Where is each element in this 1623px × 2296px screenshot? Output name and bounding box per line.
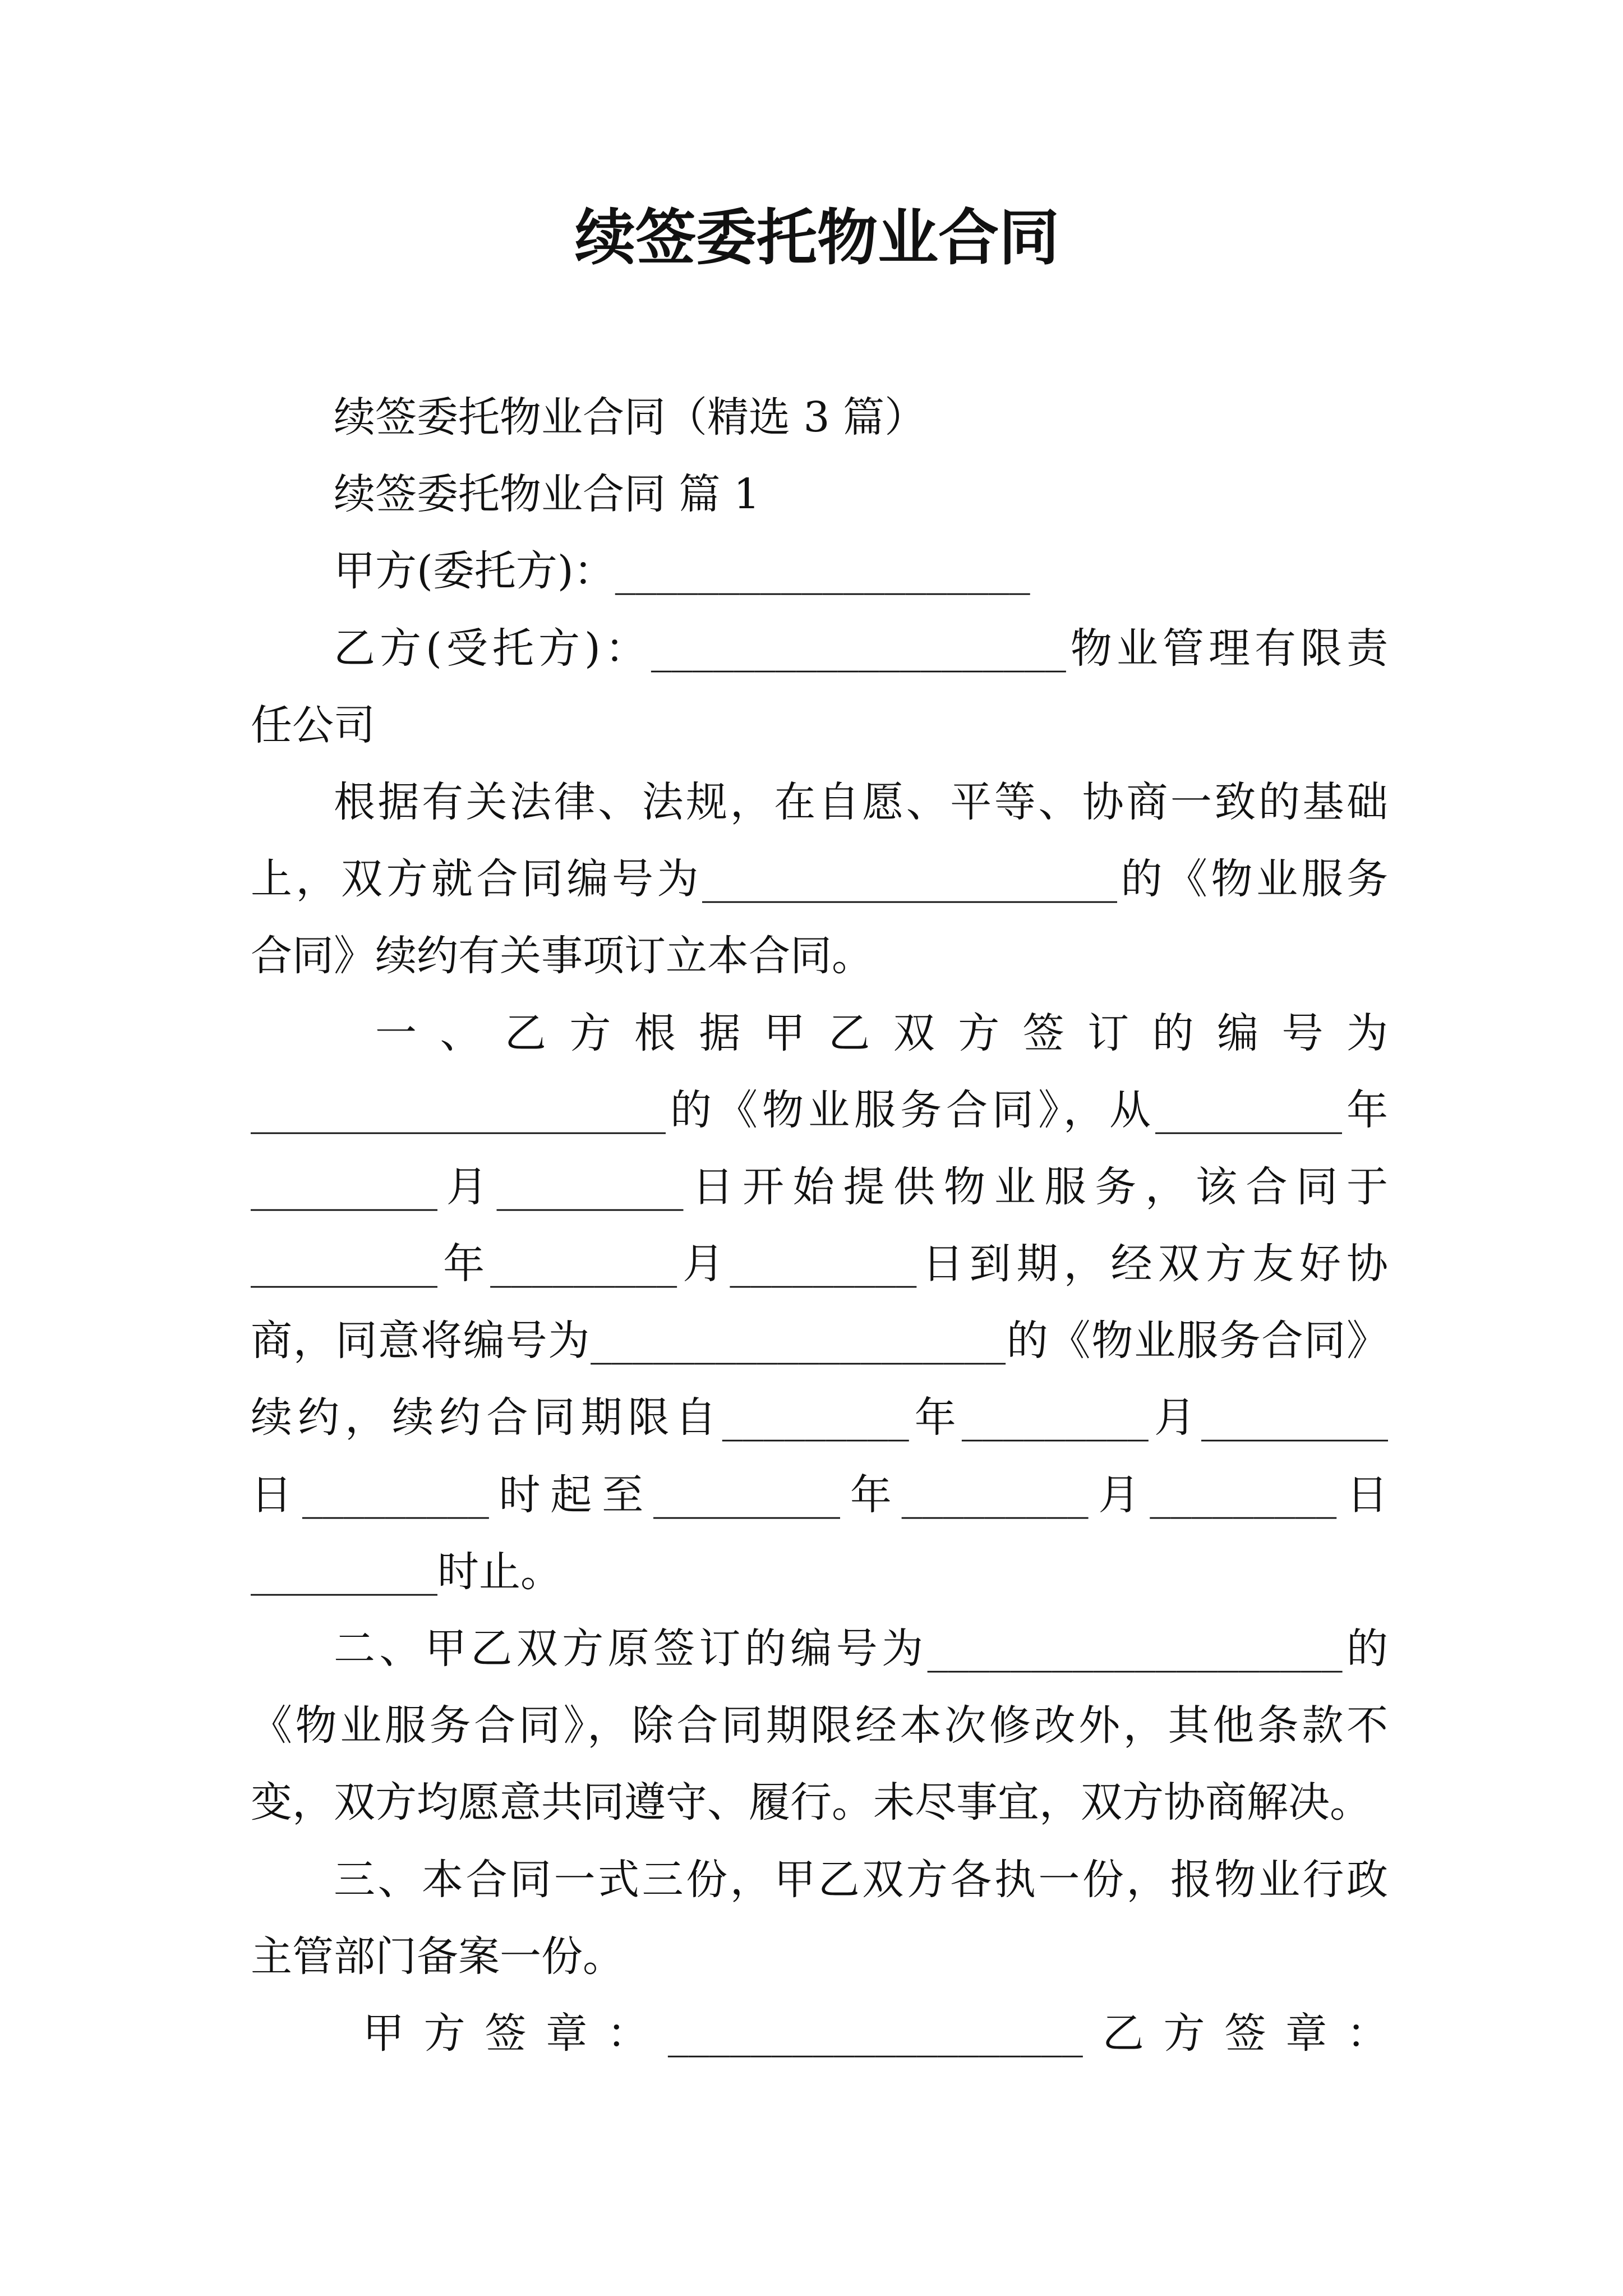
text-run: 甲方(委托方)： xyxy=(334,547,615,596)
text-line xyxy=(251,1995,1388,2072)
text-line xyxy=(251,1611,1388,1687)
text-line xyxy=(251,1687,1388,1764)
blank-underline: _________ xyxy=(722,1393,909,1442)
text-run: 的《物业服务合同》，从 xyxy=(666,1085,1155,1134)
text-line xyxy=(251,687,1388,764)
text-line xyxy=(251,1842,1388,1918)
text-run: 日到期，经双方友好协 xyxy=(916,1240,1389,1289)
blank-underline: _________ xyxy=(901,1470,1089,1519)
preamble-paragraph xyxy=(251,764,1388,995)
text-run: 年 xyxy=(437,1240,491,1289)
document-body xyxy=(251,379,1388,2072)
text-run: 乙方(受托方)： xyxy=(334,624,651,673)
text-line xyxy=(251,841,1388,918)
text-run: 续约，续约合同期限自 xyxy=(251,1393,722,1442)
blank-underline: _________ xyxy=(1201,1393,1389,1442)
text-run: 日 xyxy=(251,1470,302,1519)
text-line xyxy=(251,1149,1388,1226)
text-line xyxy=(251,1226,1388,1303)
text-run: 的《物业服务合同》 xyxy=(1006,1317,1389,1365)
blank-underline: _________ xyxy=(1155,1085,1342,1134)
text-line xyxy=(251,610,1388,687)
text-run: 商，同意将编号为 xyxy=(251,1317,591,1365)
text-run: 一、乙方根据甲乙双方签订的编号为 xyxy=(375,1009,1388,1057)
text-run: 的 xyxy=(1342,1625,1389,1673)
text-run: 根据有关法律、法规，在自愿、平等、协商一致的基础 xyxy=(334,777,1388,826)
text-run: 二、甲乙双方原签订的编号为 xyxy=(334,1625,928,1673)
blank-underline: ____________________ xyxy=(615,547,1030,596)
blank-underline: _________ xyxy=(302,1470,489,1519)
text-run: 任公司 xyxy=(251,701,375,749)
blank-underline: ____________________ xyxy=(651,624,1066,673)
blank-underline: _________ xyxy=(653,1470,841,1519)
text-run: 年 xyxy=(909,1393,962,1442)
blank-underline: ____________________ xyxy=(591,1317,1006,1365)
text-run: 日开始提供物业服务，该合同于 xyxy=(683,1162,1388,1211)
text-run: 月 xyxy=(677,1240,730,1289)
text-run: 续签委托物业合同 篇 1 xyxy=(334,470,760,519)
text-line xyxy=(251,1764,1388,1841)
text-run: 合同》续约有关事项订立本合同。 xyxy=(251,932,873,981)
blank-underline: ____________________ xyxy=(702,855,1117,904)
text-run: 时起至 xyxy=(488,1470,654,1519)
text-run: 物业管理有限责 xyxy=(1066,624,1388,673)
text-line xyxy=(251,456,1388,533)
clause-3-paragraph xyxy=(251,1842,1388,1995)
text-run: 的《物业服务 xyxy=(1117,855,1388,904)
text-line xyxy=(251,533,1388,610)
signature-line xyxy=(251,1995,1388,2072)
text-run: 月 xyxy=(1088,1470,1150,1519)
text-run: 时止。 xyxy=(437,1547,562,1596)
document-title: 续签委托物业合同 xyxy=(574,203,1059,273)
collection-heading xyxy=(251,379,1388,456)
blank-underline: ____________________ xyxy=(667,2009,1083,2058)
clause-2-paragraph xyxy=(251,1611,1388,1842)
text-line xyxy=(251,1072,1388,1149)
text-run: 三、本合同一式三份，甲乙双方各执一份，报物业行政 xyxy=(334,1855,1388,1904)
blank-underline: _________ xyxy=(961,1393,1149,1442)
text-run: 月 xyxy=(1148,1393,1202,1442)
blank-underline: _________ xyxy=(251,1547,437,1596)
blank-underline: _________ xyxy=(496,1162,684,1211)
text-run: 续签委托物业合同（精选 3 篇） xyxy=(334,393,926,441)
text-line xyxy=(251,1303,1388,1379)
text-line xyxy=(251,1918,1388,1995)
blank-underline: _________ xyxy=(490,1240,677,1289)
text-run: 年 xyxy=(840,1470,902,1519)
blank-underline: _________ xyxy=(730,1240,917,1289)
text-line xyxy=(251,1534,1388,1611)
text-run: 主管部门备案一份。 xyxy=(251,1932,624,1981)
text-run: 上，双方就合同编号为 xyxy=(251,855,702,904)
text-line xyxy=(251,764,1388,841)
text-run: 《物业服务合同》，除合同期限经本次修改外，其他条款不 xyxy=(251,1701,1388,1750)
text-line xyxy=(251,1379,1388,1456)
text-run: 变，双方均愿意共同遵守、履行。未尽事宜，双方协商解决。 xyxy=(251,1778,1371,1827)
text-run: 乙方签章： xyxy=(1082,2009,1389,2058)
text-run: 月 xyxy=(437,1162,497,1211)
party-a-line xyxy=(251,533,1388,610)
blank-underline: _________ xyxy=(251,1240,437,1289)
text-line xyxy=(251,918,1388,995)
text-run: 日 xyxy=(1336,1470,1389,1519)
blank-underline: ____________________ xyxy=(251,1085,666,1134)
blank-underline: _________ xyxy=(1150,1470,1337,1519)
blank-underline: _________ xyxy=(251,1162,437,1211)
text-run: 年 xyxy=(1342,1085,1388,1134)
article-heading xyxy=(251,456,1388,533)
text-line xyxy=(251,995,1388,1072)
text-line xyxy=(251,1457,1388,1534)
text-line xyxy=(251,379,1388,456)
text-run: 甲方签章： xyxy=(362,2009,668,2058)
blank-underline: ____________________ xyxy=(927,1625,1343,1673)
clause-1-paragraph xyxy=(251,995,1388,1611)
party-b-line xyxy=(251,610,1388,764)
